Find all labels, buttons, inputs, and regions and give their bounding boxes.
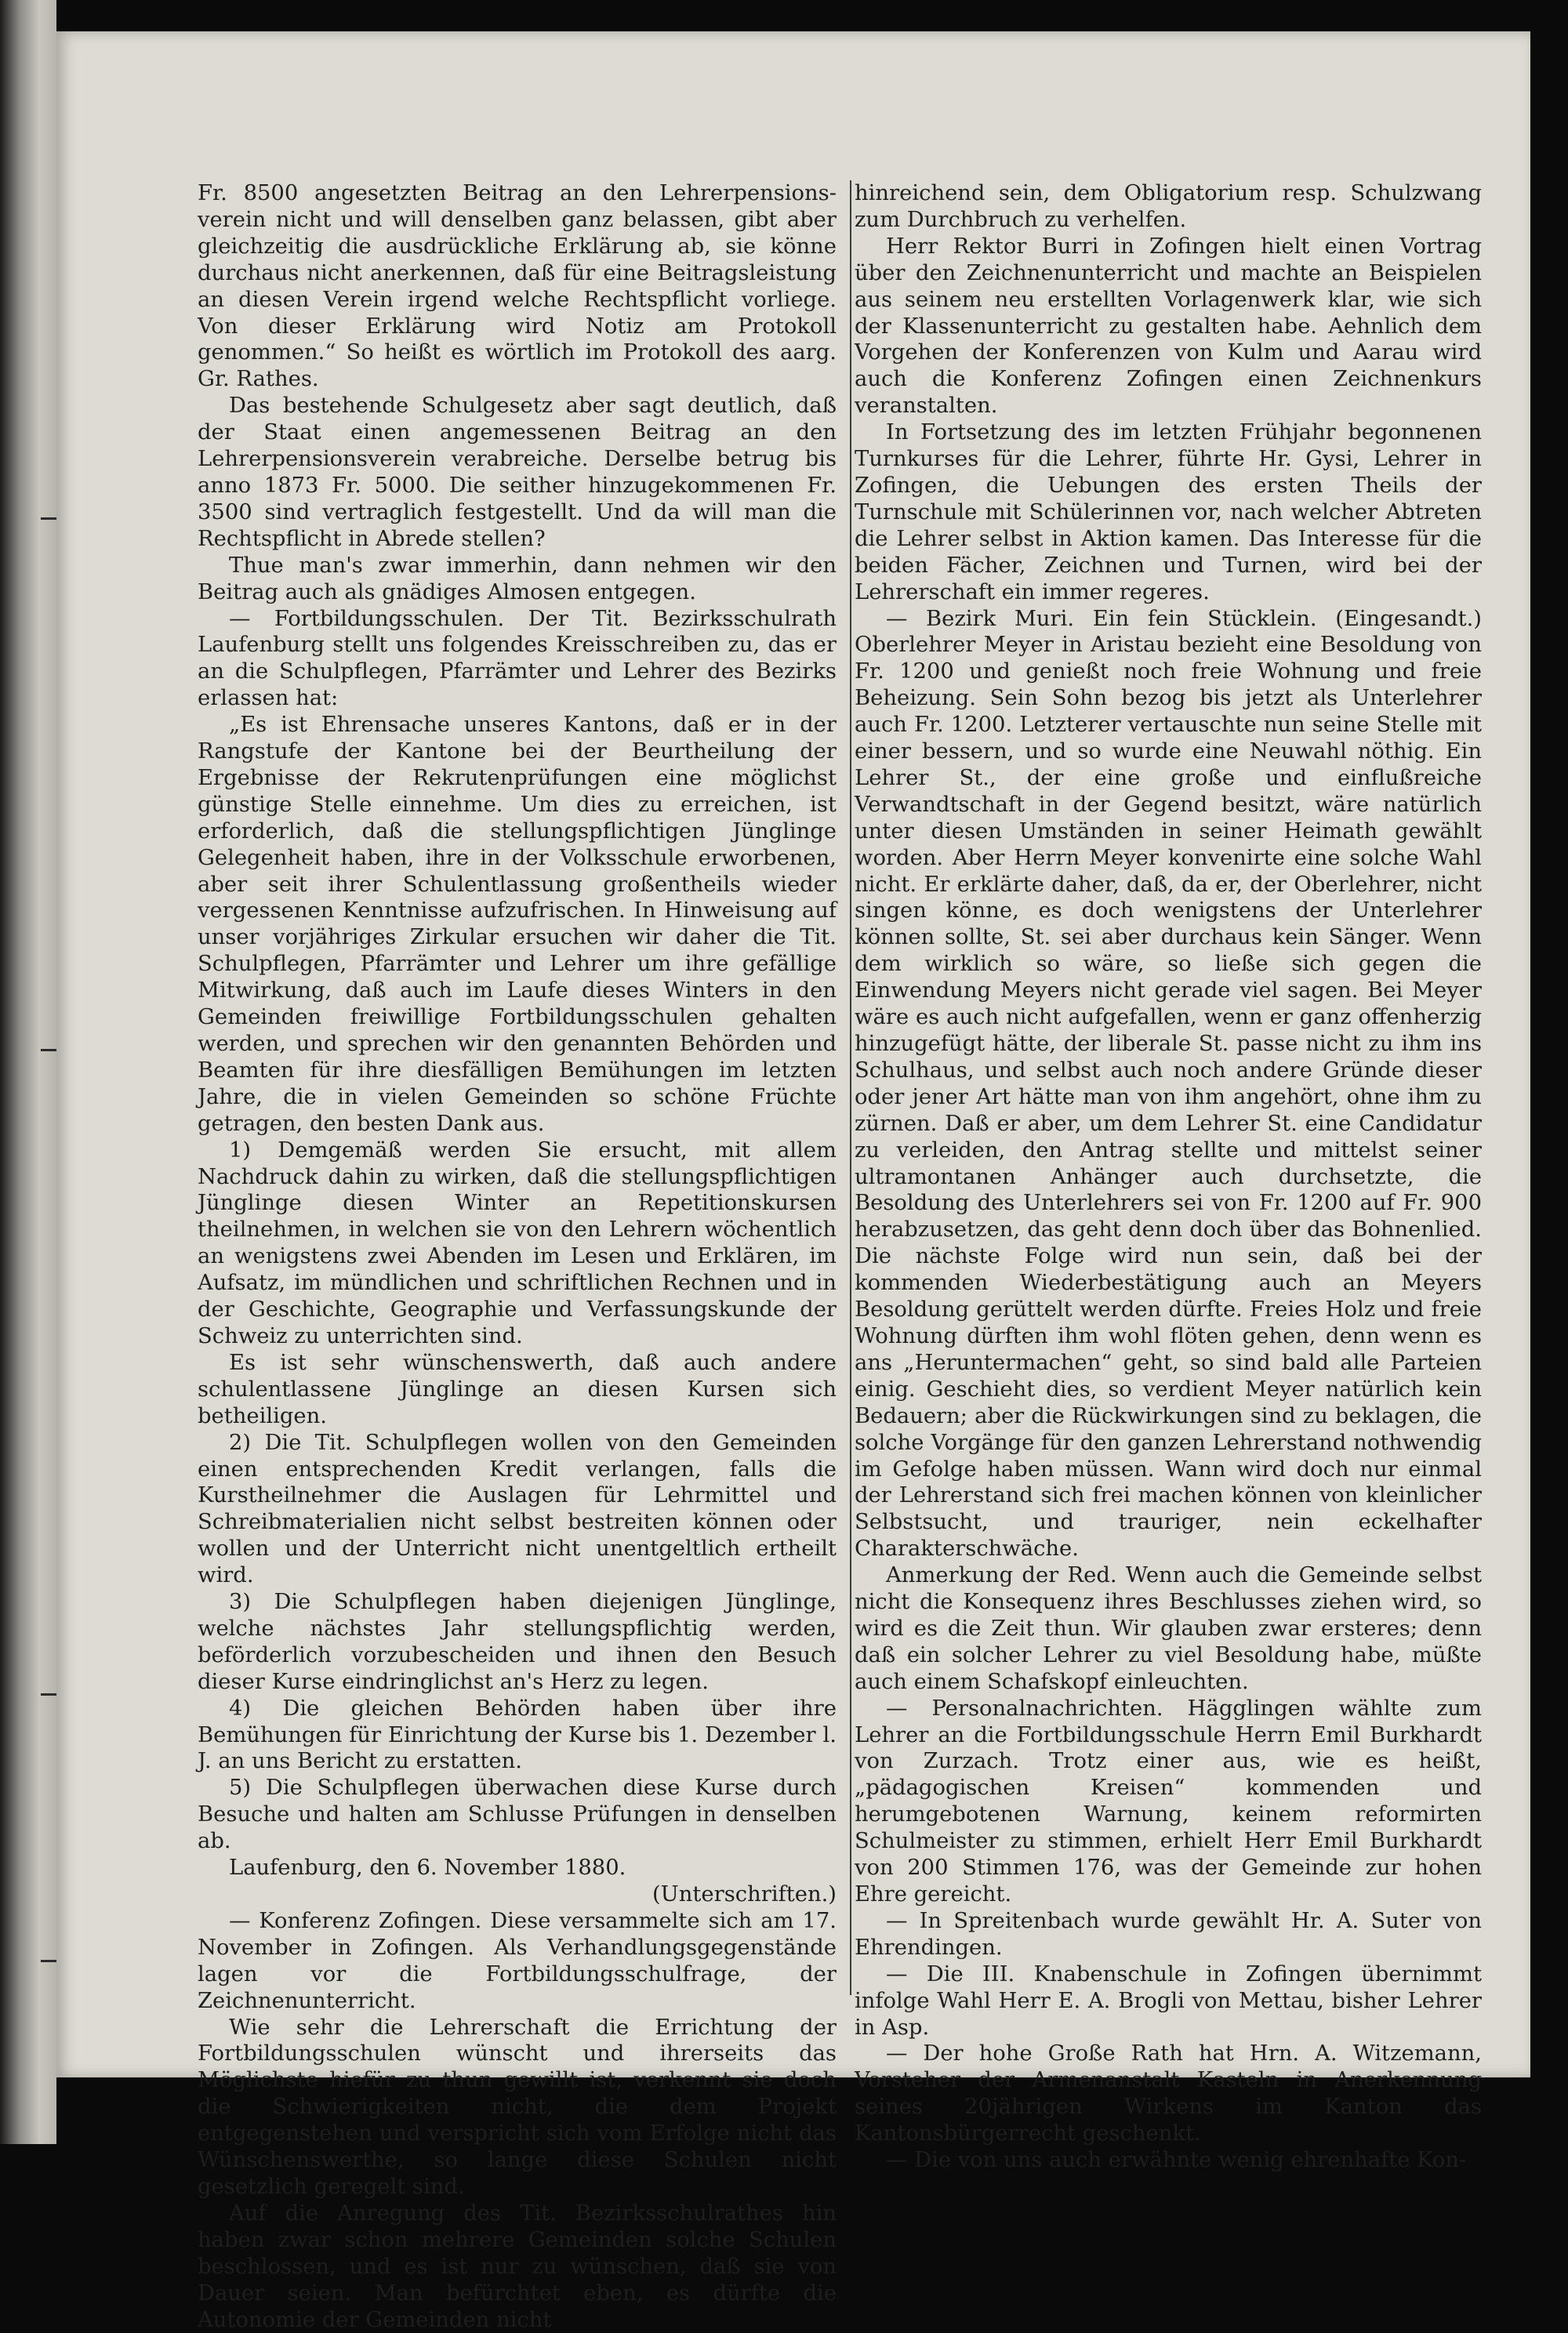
right-column: [855, 180, 1482, 2174]
paragraph: 2) Die Tit. Schulpflegen wollen von den Gemeinden einen entsprechenden Kredit verlangen, falls die Kurstheilnehmer die Auslagen für Lehrmittel und Schreibmaterialien nicht selbst bestreiten können oder wollen und der Unterricht nicht unentgeltlich ertheilt wird.: [198, 1430, 837, 1588]
paragraph: Thue man's zwar immerhin, dann nehmen wir den Beitrag auch als gnädiges Almosen entgegen.: [198, 553, 837, 604]
paragraph: „Es ist Ehrensache unseres Kantons, daß er in der Rangstufe der Kantone bei der Beurtheilung der Ergebnisse der Rekrutenprüfungen eine möglichst günstige Stelle einnehme. Um dies zu erreichen, ist erforderlich, daß die stellungspflichtigen Jünglinge Gelegenheit haben, ihre in der Volksschule erworbenen, aber seit ihrer Schulentlassung großentheils wieder vergessenen Kenntnisse aufzufrischen. In Hinweisung auf unser vorjähriges Zirkular ersuchen wir daher die Tit. Schulpflegen, Pfarrämter und Lehrer um ihre gefällige Mitwirkung, daß auch im Laufe dieses Winters in den Gemeinden freiwillige Fortbildungsschulen gehalten werden, und sprechen wir den genannten Behörden und Beamten für ihre diesfälligen Bemühungen im letzten Jahre, die in vielen Gemeinden so schöne Früchte getragen, den besten Dank aus.: [198, 713, 837, 1136]
paragraph: 1) Demgemäß werden Sie ersucht, mit allem Nachdruck dahin zu wirken, daß die stellungspflichtigen Jünglinge diesen Winter an Repetitionskursen theilnehmen, in welchen sie von den Lehrern wöchentlich an wenigstens zwei Abenden im Lesen und Erklären, im Aufsatz, im mündlichen und schriftlichen Rechnen und in der Geschichte, Geographie und Verfassungskunde der Schweiz zu unterrichten sind.: [198, 1137, 837, 1348]
paragraph: 5) Die Schulpflegen überwachen diese Kurse durch Besuche und halten am Schlusse Prüfungen in denselben ab.: [198, 1776, 837, 1854]
paragraph: — Der hohe Große Rath hat Hrn. A. Witzemann, Vorsteher der Armenanstalt Kasteln in Anerkennung seines 20jährigen Wirkens im Kanton das Kantonsbürgerrecht geschenkt.: [855, 2041, 1482, 2146]
paragraph: — In Spreitenbach wurde gewählt Hr. A. Suter von Ehrendingen.: [855, 1908, 1482, 1960]
paragraph: Es ist sehr wünschenswerth, daß auch andere schulentlassene Jünglinge an diesen Kursen sich betheiligen.: [198, 1350, 837, 1428]
paragraph: Auf die Anregung des Tit. Bezirksschulrathes hin haben zwar schon mehrere Gemeinden solche Schulen beschlossen, und es ist nur zu wünschen, daß sie von Dauer seien. Man befürchtet eben, es dürfte die Autonomie der Gemeinden nicht: [198, 2201, 837, 2332]
paragraph: Herr Rektor Burri in Zofingen hielt einen Vortrag über den Zeichnenunterricht und machte an Beispielen aus seinem neu erstellten Vorlagenwerk klar, wie sich der Klassenunterricht zu gestalten habe. Aehnlich dem Vorgehen der Konferenzen von Kulm und Aarau wird auch die Konferenz Zofingen einen Zeichnenkurs veranstalten.: [855, 234, 1482, 419]
paragraph: — Konferenz Zofingen. Diese versammelte sich am 17. November in Zofingen. Als Verhandlungsgegenstände lagen vor die Fortbildungsschulfrage, der Zeichnenunterricht.: [198, 1908, 837, 2013]
paragraph: — Die von uns auch erwähnte wenig ehrenhafte Kon-: [886, 2148, 1467, 2173]
paragraph: In Fortsetzung des im letzten Frühjahr begonnenen Turnkurses für die Lehrer, führte Hr. Gysi, Lehrer in Zofingen, die Uebungen des ersten Theils der Turnschule mit Schülerinnen vor, nach welcher Abtreten die Lehrer selbst in Aktion kamen. Das Interesse für die beiden Fächer, Zeichnen und Turnen, wird bei der Lehrerschaft ein immer regeres.: [855, 420, 1482, 604]
paragraph: Wie sehr die Lehrerschaft die Errichtung der Fortbildungsschulen wünscht und ihrerseits das Möglichste hiefür zu thun gewillt ist, verkennt sie doch die Schwierigkeiten nicht, die dem Projekt entgegenstehen und verspricht sich vom Erfolge nicht das Wünschenswerthe, so lange diese Schulen nicht gesetzlich geregelt sind.: [198, 2015, 837, 2199]
paragraph: Fr. 8500 angesetzten Beitrag an den Lehrerpensionsverein nicht und will denselben ganz belassen, gibt aber gleichzeitig die ausdrückliche Erklärung ab, sie könne durchaus nicht anerkennen, daß für eine Beitragsleistung an diesen Verein irgend welche Rechtspflicht vorliege. Von dieser Erklärung wird Notiz am Protokoll genommen.“ So heißt es wörtlich im Protokoll des aarg. Gr. Rathes.: [198, 181, 837, 392]
paragraph: — Personalnachrichten. Hägglingen wählte zum Lehrer an die Fortbildungsschule Herrn Emil Burkhardt von Zurzach. Trotz einer aus, wie es heißt, „pädagogischen Kreisen“ kommenden und herumgebotenen Warnung, keinem reformirten Schulmeister zu stimmen, erhielt Herr Emil Burkhardt von 200 Stimmen 176, was der Gemeinde zur hohen Ehre gereicht.: [855, 1696, 1482, 1907]
paragraph: — Fortbildungsschulen. Der Tit. Bezirksschulrath Laufenburg stellt uns folgendes Kreisschreiben zu, das er an die Schulpflegen, Pfarrämter und Lehrer des Bezirks erlassen hat:: [198, 606, 837, 711]
paragraph: — Bezirk Muri. Ein fein Stücklein. (Eingesandt.) Oberlehrer Meyer in Aristau bezieht eine Besoldung von Fr. 1200 und genießt noch freie Wohnung und freie Beheizung. Sein Sohn bezog bis jetzt als Unterlehrer auch Fr. 1200. Letzterer vertauschte nun seine Stelle mit einer bessern, und so wurde eine Neuwahl nöthig. Ein Lehrer St., der eine große und einflußreiche Verwandtschaft in der Gegend besitzt, wäre natürlich unter diesen Umständen in seiner Heimath gewählt worden. Aber Herrn Meyer konvenirte eine solche Wahl nicht. Er erklärte daher, daß, da er, der Oberlehrer, nicht singen könne, es doch wenigstens der Unterlehrer können sollte, St. sei aber durchaus kein Sänger. Wenn dem wirklich so wäre, so ließe sich gegen die Einwendung Meyers nicht gerade viel sagen. Bei Meyer wäre es auch nicht aufgefallen, wenn er ganz offenherzig hinzugefügt hätte, der liberale St. passe nicht zu ihm ins Schulhaus, und selbst auch noch andere Gründe dieser oder jener Art hätte man von ihm angehört, ohne ihm zu zürnen. Daß er aber, um dem Lehrer St. eine Candidatur zu verleiden, den Antrag stellte und mittelst seiner ultramontanen Anhänger auch durchsetzte, die Besoldung des Unterlehrers sei von Fr. 1200 auf Fr. 900 herabzusetzen, das geht denn doch über das Bohnenlied. Die nächste Folge wird nun sein, daß bei der kommenden Wiederbestätigung auch an Meyers Besoldung gerüttelt werden dürfte. Freies Holz und freie Wohnung dürften ihm wohl flöten gehen, denn wenn es ans „Heruntermachen“ geht, so sind bald alle Parteien einig. Geschieht dies, so verdient Meyer natürlich kein Bedauern; aber die Rückwirkungen sind zu beklagen, die solche Vorgänge für den ganzen Lehrerstand nothwendig im Gefolge haben müssen. Wann wird doch nur einmal der Lehrerstand sich frei machen können von kleinlicher Selbstsucht, und trauriger, nein eckelhafter Charakterschwäche.: [855, 606, 1482, 1562]
newspaper-page: [56, 31, 1530, 2332]
left-column: [198, 180, 837, 2333]
paragraph: Anmerkung der Red. Wenn auch die Gemeinde selbst nicht die Konsequenz ihres Beschlusses ziehen wird, so wird es die Zeit thun. Wir glauben zwar ersteres; denn daß ein solcher Lehrer zu viel Besoldung habe, müßte auch einem Schafskopf einleuchten.: [855, 1563, 1482, 1694]
paragraph: — Die III. Knabenschule in Zofingen übernimmt infolge Wahl Herr E. A. Brogli von Mettau, bisher Lehrer in Asp.: [855, 1961, 1482, 2040]
book-spine: [0, 0, 56, 2144]
paragraph: hinreichend sein, dem Obligatorium resp. Schulzwang zum Durchbruch zu verhelfen.: [855, 181, 1482, 232]
dateline: Laufenburg, den 6. November 1880.: [229, 1856, 626, 1881]
signature-line: (Unterschriften.): [652, 1882, 837, 1907]
paragraph: Das bestehende Schulgesetz aber sagt deutlich, daß der Staat einen angemessenen Beitrag an den Lehrerpensionsverein verabreiche. Derselbe betrug bis anno 1873 Fr. 5000. Die seither hinzugekommenen Fr. 3500 sind vertraglich festgestellt. Und da will man die Rechtspflicht in Abrede stellen?: [198, 394, 837, 551]
paragraph: 3) Die Schulpflegen haben diejenigen Jünglinge, welche nächstes Jahr stellungspflichtig werden, beförderlich vorzubescheiden und ihnen den Besuch dieser Kurse eindringlichst an's Herz zu legen.: [198, 1590, 837, 1694]
column-divider: [850, 180, 851, 1995]
paragraph: 4) Die gleichen Behörden haben über ihre Bemühungen für Einrichtung der Kurse bis 1. Dezember l. J. an uns Bericht zu erstatten.: [198, 1696, 837, 1774]
